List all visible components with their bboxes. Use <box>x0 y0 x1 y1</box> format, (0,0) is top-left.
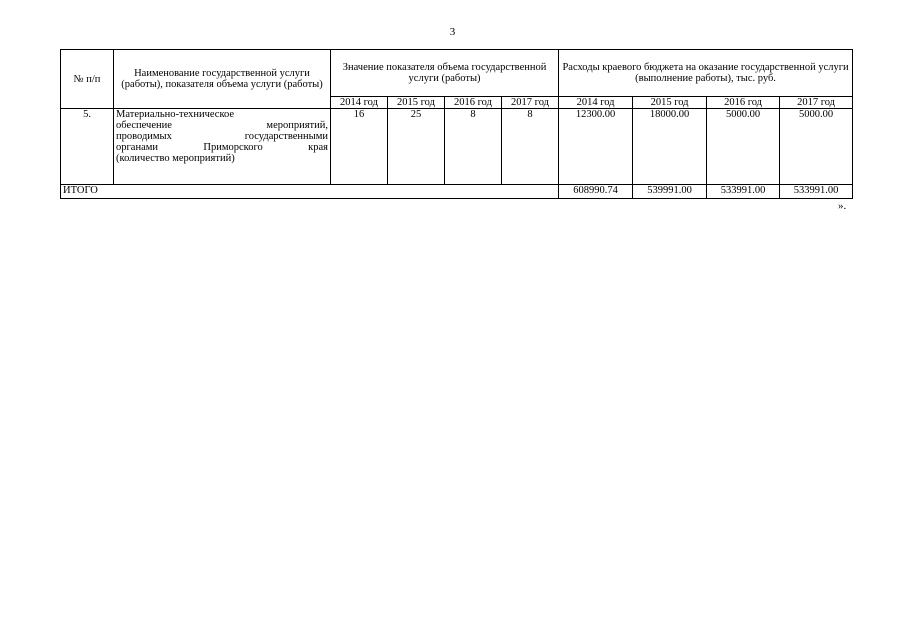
total-expense: 608990.74 <box>559 185 633 199</box>
total-row <box>61 185 853 199</box>
total-expense: 533991.00 <box>707 185 780 199</box>
row-expense: 18000.00 <box>633 109 707 185</box>
budget-table <box>60 49 853 199</box>
total-expense: 533991.00 <box>780 185 853 199</box>
header-volume-group: Значение показателя объема государственной услуги (работы) <box>331 50 559 97</box>
row-expense: 5000.00 <box>780 109 853 185</box>
row-name-line: обеспечение мероприятий, <box>116 120 328 131</box>
row-expense: 12300.00 <box>559 109 633 185</box>
row-name-line: (количество мероприятий) <box>116 153 235 164</box>
row-volume: 8 <box>502 109 559 185</box>
header-expense-year: 2014 год <box>559 97 633 109</box>
header-expense-year: 2016 год <box>707 97 780 109</box>
header-name: Наименование государственной услуги (работы), показателя объема услуги (работы) <box>114 50 331 109</box>
page-number: 3 <box>449 26 456 38</box>
header-expense-group: Расходы краевого бюджета на оказание государственной услуги (выполнение работы), тыс. руб. <box>559 50 853 97</box>
header-volume-year: 2017 год <box>502 97 559 109</box>
row-expense: 5000.00 <box>707 109 780 185</box>
header-num: № п/п <box>61 50 114 109</box>
header-expense-year: 2015 год <box>633 97 707 109</box>
row-volume: 16 <box>331 109 388 185</box>
total-label: ИТОГО <box>61 185 559 199</box>
header-volume-year: 2016 год <box>445 97 502 109</box>
row-name-line: Материально-техническое <box>116 109 235 120</box>
row-volume: 25 <box>388 109 445 185</box>
row-name <box>114 109 331 185</box>
header-volume-year: 2014 год <box>331 97 388 109</box>
header-expense-year: 2017 год <box>780 97 853 109</box>
closing-quote-mark: ». <box>838 200 847 212</box>
row-name-line: органами Приморского края <box>116 142 328 153</box>
header-volume-year: 2015 год <box>388 97 445 109</box>
row-name-line: проводимых государственными <box>116 131 328 142</box>
row-volume: 8 <box>445 109 502 185</box>
table-row <box>61 109 853 185</box>
total-expense: 539991.00 <box>633 185 707 199</box>
row-num: 5. <box>61 109 114 185</box>
